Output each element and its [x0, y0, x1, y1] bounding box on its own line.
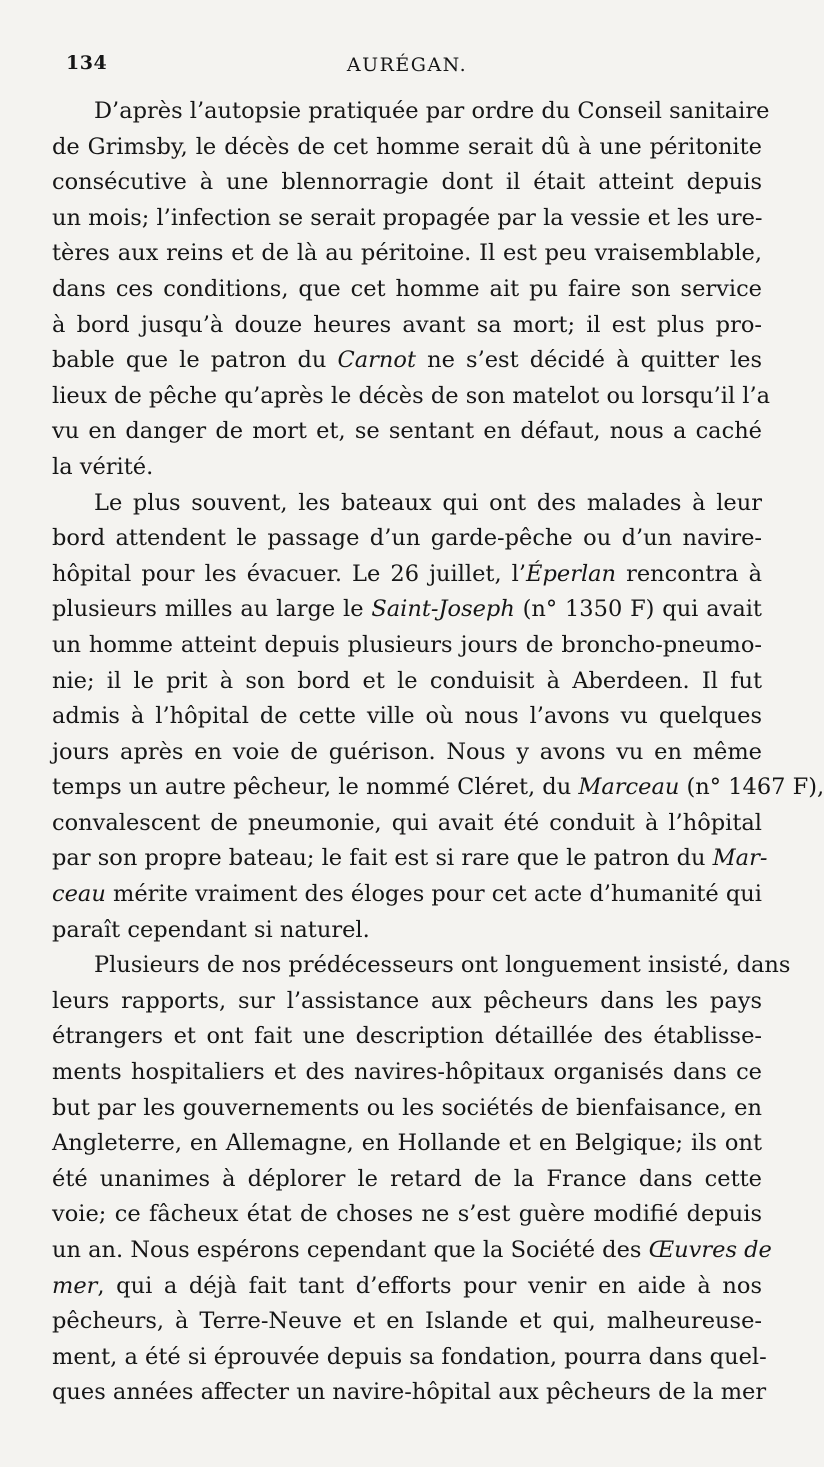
text-line: temps un autre pêcheur, le nommé Cléret, du Marceau (n° 1467 F), — [52, 774, 824, 801]
text-line: un mois; l’infection se serait propagée par la vessie et les ure- — [52, 204, 763, 231]
text-line: paraît cependant si naturel. — [52, 916, 370, 943]
text-line: but par les gouvernements ou les sociétés de bienfaisance, en — [52, 1094, 762, 1121]
text-line: par son propre bateau; le fait est si rare que le patron du Mar- — [52, 845, 768, 872]
text-line: dans ces conditions, que cet homme ait pu faire son service — [52, 275, 762, 302]
text-line: la vérité. — [52, 453, 154, 480]
text-line: tères aux reins et de là au péritoine. Il est peu vraisemblable, — [52, 240, 762, 267]
text-line: ment, a été si éprouvée depuis sa fondation, pourra dans quel- — [52, 1343, 767, 1370]
text-line: ments hospitaliers et des navires-hôpitaux organisés dans ce — [52, 1059, 762, 1086]
text-line: mer, qui a déjà fait tant d’efforts pour venir en aide à nos — [52, 1272, 762, 1299]
text-line: de Grimsby, le décès de cet homme serait dû à une péritonite — [52, 133, 762, 160]
text-line: ques années affecter un navire-hôpital aux pêcheurs de la mer — [52, 1379, 767, 1406]
page-header — [52, 44, 762, 84]
text-line: bord attendent le passage d’un garde-pêche ou d’un navire- — [52, 525, 762, 552]
text-line: bable que le patron du Carnot ne s’est décidé à quitter les — [52, 347, 762, 374]
paragraph-1 — [52, 94, 771, 486]
text-line: admis à l’hôpital de cette ville où nous l’avons vu quelques — [52, 703, 762, 730]
text-line: été unanimes à déplorer le retard de la France dans cette — [52, 1165, 762, 1192]
text-line: un homme atteint depuis plusieurs jours de broncho-pneumo- — [52, 631, 762, 658]
text-line: voie; ce fâcheux état de choses ne s’est guère modifié depuis — [52, 1201, 762, 1228]
text-line: leurs rapports, sur l’assistance aux pêcheurs dans les pays — [52, 987, 762, 1014]
text-line: hôpital pour les évacuer. Le 26 juillet, l’Éperlan rencontra à — [52, 560, 762, 587]
text-line: pêcheurs, à Terre-Neuve et en Islande et qui, malheureuse- — [52, 1308, 762, 1335]
text-line: plusieurs milles au large le Saint-Joseph (n° 1350 F) qui avait — [52, 596, 762, 623]
text-line: convalescent de pneumonie, qui avait été conduit à l’hôpital — [52, 809, 762, 836]
text-line: vu en danger de mort et, se sentant en défaut, nous a caché — [52, 418, 762, 445]
text-line: étrangers et ont fait une description détaillée des établisse- — [52, 1023, 762, 1050]
text-line: Le plus souvent, les bateaux qui ont des malades à leur — [94, 489, 762, 516]
text-line: Angleterre, en Allemagne, en Hollande et en Belgique; ils ont — [52, 1130, 762, 1157]
paragraph-3 — [52, 948, 791, 1411]
text-line: jours après en voie de guérison. Nous y avons vu en même — [52, 738, 762, 765]
text-line: ceau mérite vraiment des éloges pour cet acte d’humanité qui — [52, 881, 762, 908]
text-line: lieux de pêche qu’après le décès de son matelot ou lorsqu’il l’a — [52, 382, 771, 409]
text-line: Plusieurs de nos prédécesseurs ont longuement insisté, dans — [94, 952, 791, 979]
text-line: consécutive à une blennorragie dont il était atteint depuis — [52, 169, 762, 196]
page-number: 134 — [66, 52, 108, 74]
paragraph-2 — [52, 486, 824, 949]
running-head: AURÉGAN. — [346, 54, 468, 76]
text-line: un an. Nous espérons cependant que la Société des Œuvres de — [52, 1237, 772, 1263]
text-line: nie; il le prit à son bord et le conduisit à Aberdeen. Il fut — [52, 667, 762, 694]
text-line: à bord jusqu’à douze heures avant sa mort; il est plus pro- — [52, 311, 762, 338]
text-line: D’après l’autopsie pratiquée par ordre du Conseil sanitaire — [94, 98, 770, 124]
